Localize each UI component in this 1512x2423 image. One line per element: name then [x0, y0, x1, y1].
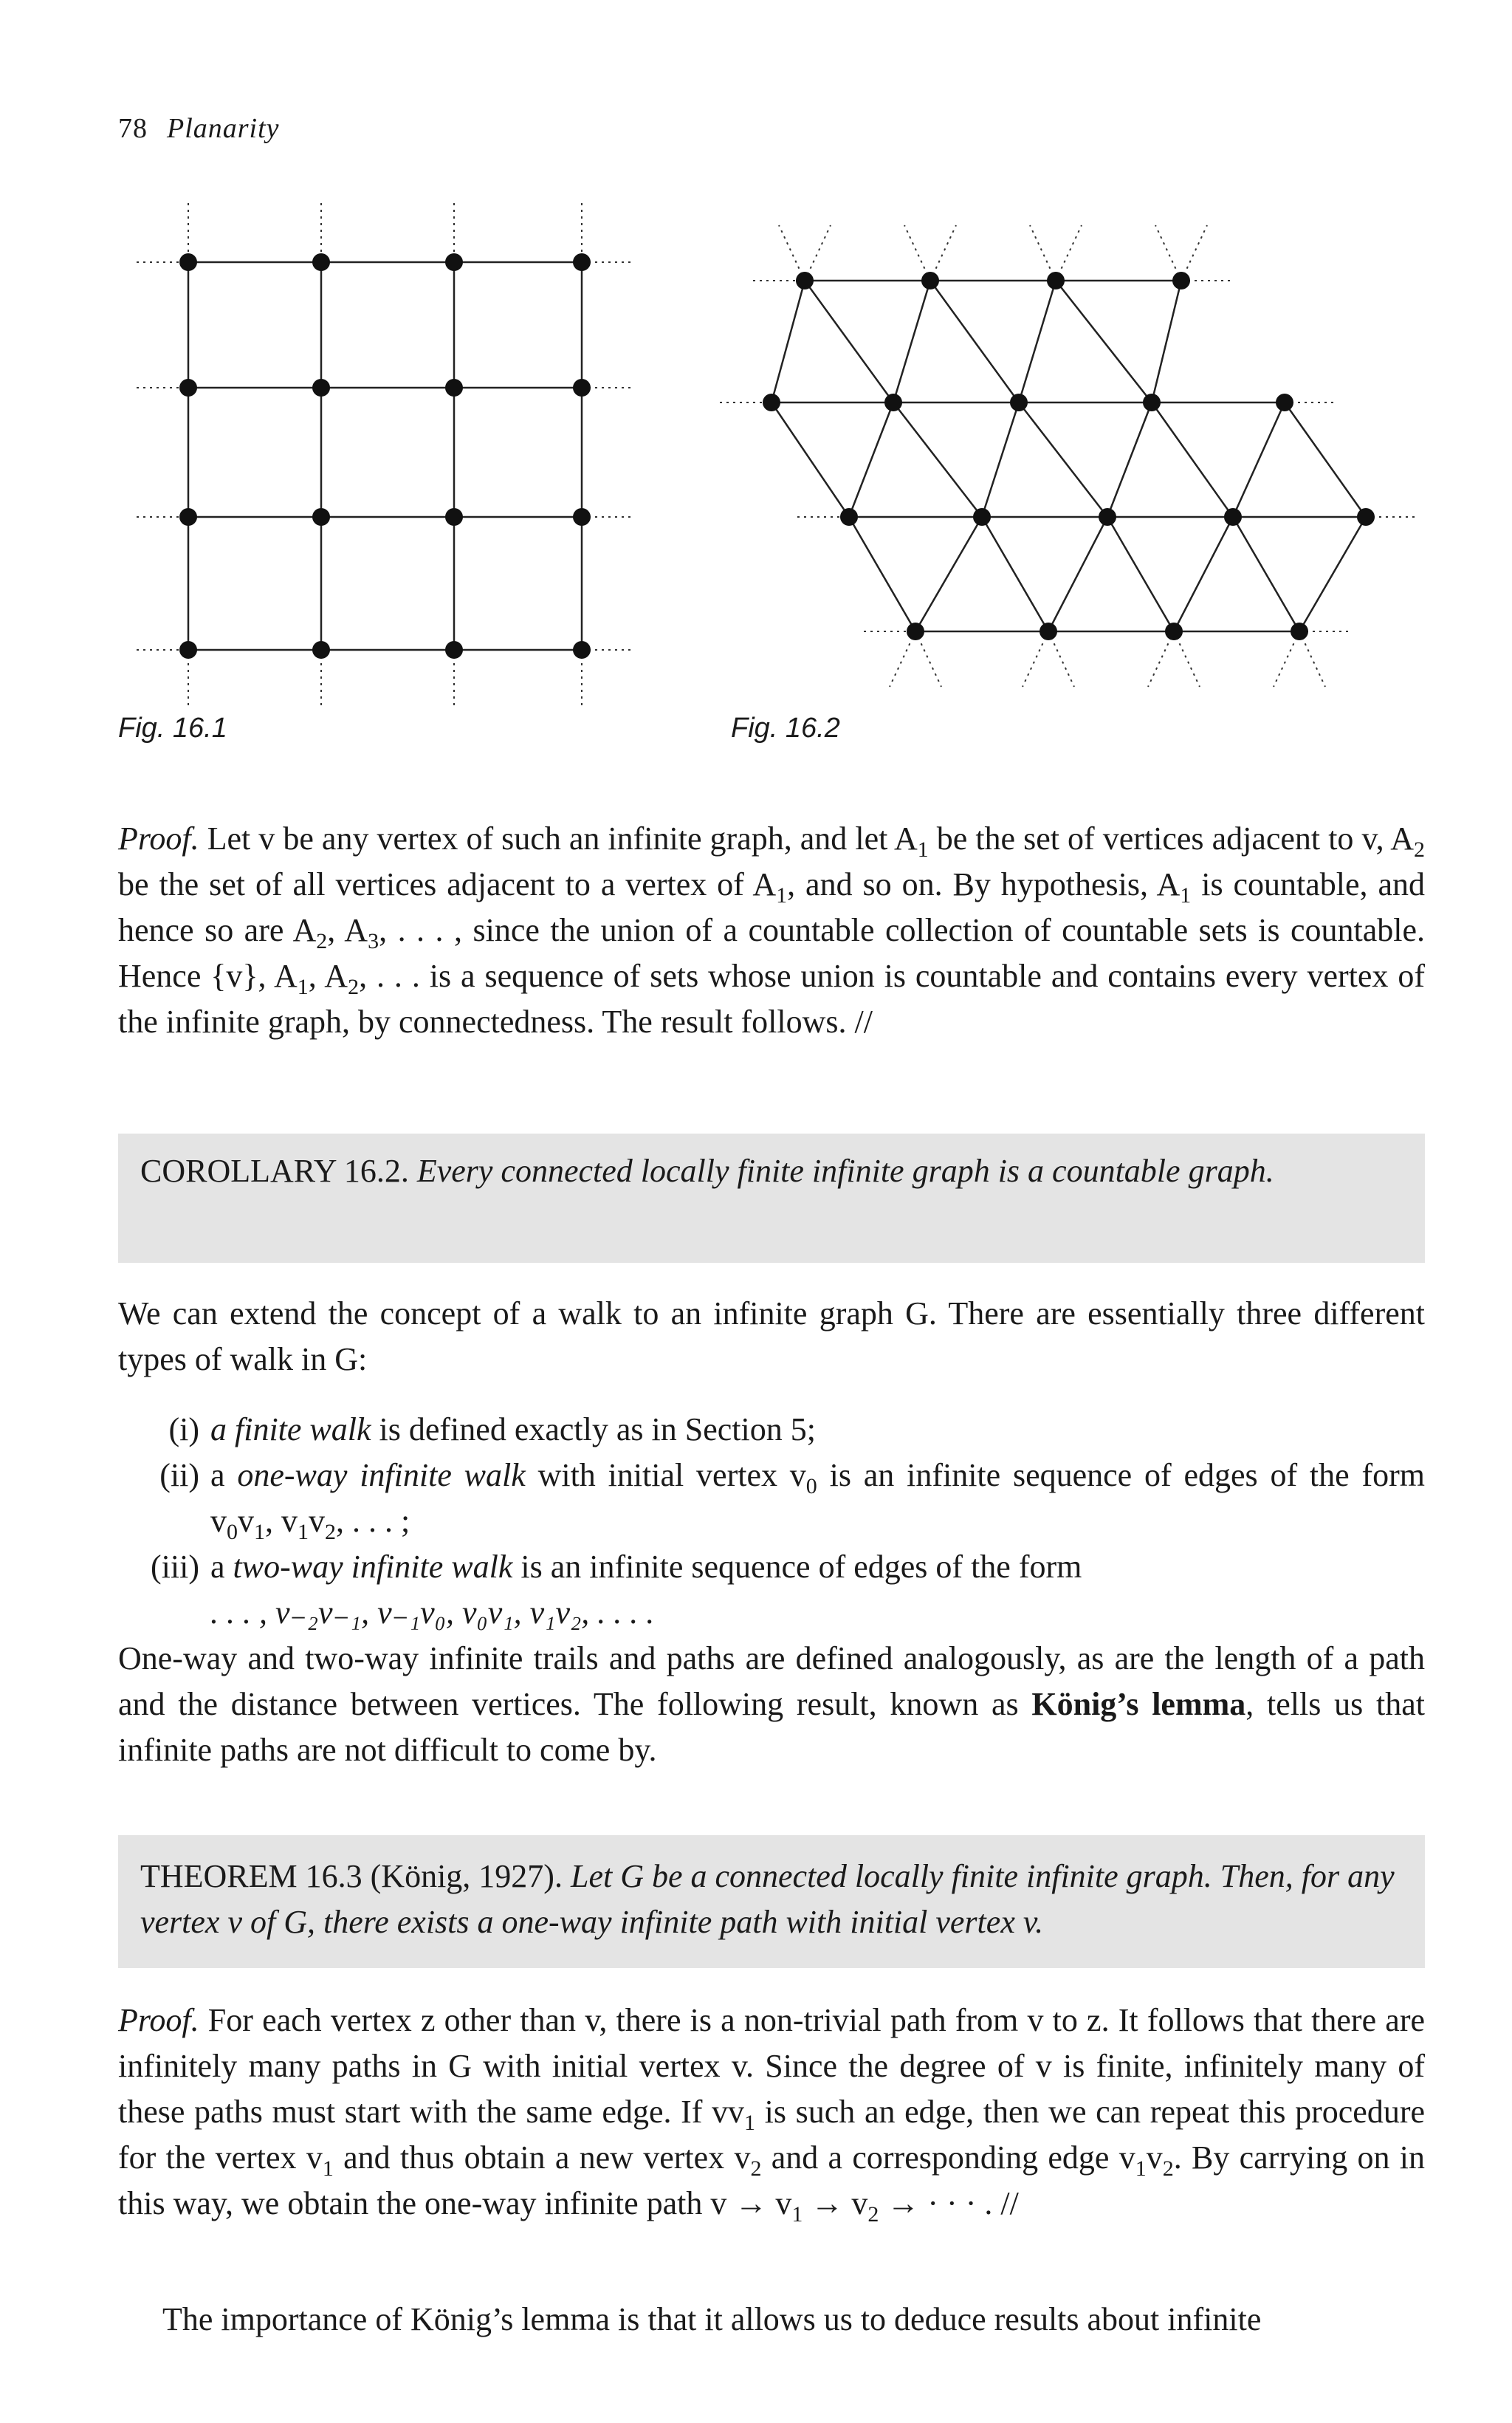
- lattice-continuation: [805, 225, 831, 281]
- lattice-continuation: [1048, 631, 1074, 687]
- lattice-continuation: [1274, 631, 1299, 687]
- figure-16-2-caption: Fig. 16.2: [731, 713, 840, 744]
- lattice-edge: [1152, 402, 1233, 517]
- theorem-text: Let G be a connected locally finite infinite graph. Then, for any vertex v of G, there exists a one-way infinite path with initial vertex v.: [140, 1858, 1395, 1940]
- proof-paragraph-2: Proof. For each vertex z other than v, there is a non-trivial path from v to z. It follows that there are infinitely many paths in G with initial vertex v. Since the degree of v is finite, infinitely many of these paths must start with the same edge. If $vv_1$ is such an edge, then we can repeat this procedure for the vertex $v_1$ and thus obtain a new vertex $v_2$ and a corresponding edge $v_1v_2$. By carrying on in this way, we obtain the one-way infinite path $v \to v_1 \to v_2$ → · · · . //: [118, 2002, 1425, 2227]
- lattice-edge: [1285, 402, 1366, 517]
- lattice-vertex: [573, 379, 591, 397]
- lattice-vertex: [445, 379, 463, 397]
- lattice-vertex: [179, 253, 197, 271]
- lattice-vertex: [1010, 394, 1028, 411]
- lattice-continuation: [1056, 225, 1082, 281]
- lattice-vertex: [921, 272, 939, 289]
- lattice-vertex: [1291, 623, 1308, 640]
- lattice-vertex: [1047, 272, 1065, 289]
- corollary-16-2-box: [118, 1134, 1425, 1263]
- figure-16-1-caption: Fig. 16.1: [118, 713, 227, 744]
- lattice-vertex: [1165, 623, 1183, 640]
- page-number: 78: [118, 113, 148, 144]
- lattice-vertex: [573, 508, 591, 526]
- lattice-vertex: [1172, 272, 1190, 289]
- lattice-vertex: [1143, 394, 1161, 411]
- lattice-continuation: [915, 631, 941, 687]
- lattice-vertex: [573, 641, 591, 659]
- lattice-continuation: [1299, 631, 1325, 687]
- lattice-vertex: [179, 508, 197, 526]
- lattice-edge: [982, 402, 1019, 517]
- running-title: Planarity: [167, 113, 280, 144]
- lattice-edge: [772, 281, 805, 402]
- lattice-continuation: [779, 225, 805, 281]
- lattice-edge: [982, 517, 1048, 631]
- corollary-label: COROLLARY 16.2.: [140, 1153, 409, 1189]
- lattice-vertex: [312, 379, 330, 397]
- lattice-edge: [1019, 402, 1107, 517]
- running-head: [118, 112, 280, 145]
- lattice-continuation: [1155, 225, 1181, 281]
- lattice-vertex: [179, 641, 197, 659]
- lattice-edge: [1107, 517, 1174, 631]
- lattice-edge: [915, 517, 982, 631]
- lattice-edge: [1048, 517, 1107, 631]
- list-item: (i) a finite walk is defined exactly as in Section 5;: [168, 1411, 816, 1447]
- lattice-continuation: [1030, 225, 1056, 281]
- proof-paragraph-1: Proof. Let v be any vertex of such an infinite graph, and let $A_1$ be the set of vertices adjacent to v, $A_2$ be the set of all vertices adjacent to a vertex of $A_1$, and so on. By hypothesis, $A_1$ is countable, and hence so are $A_2$, $A_3$, . . . , since the union of a countable collection of countable sets is countable. Hence {v}, $A_1$, $A_2$, . . . is a sequence of sets whose union is countable and contains every vertex of the infinite graph, by connectedness. The result follows. //: [118, 820, 1426, 1040]
- lattice-vertex: [445, 253, 463, 271]
- lattice-vertex: [763, 394, 780, 411]
- lattice-vertex: [884, 394, 902, 411]
- lattice-vertex: [573, 253, 591, 271]
- lattice-edge: [1299, 517, 1366, 631]
- lattice-vertex: [1357, 508, 1375, 526]
- lattice-edge: [772, 402, 849, 517]
- lattice-edge: [849, 517, 915, 631]
- lattice-vertex: [312, 641, 330, 659]
- lattice-edge: [1107, 402, 1152, 517]
- lattice-vertex: [1040, 623, 1057, 640]
- lattice-edge: [1174, 517, 1233, 631]
- lattice-vertex: [312, 253, 330, 271]
- list-item: (ii) a one-way infinite walk with initial vertex $v_0$ is an infinite sequence of edges of the form $v_0v_1$, $v_1v_2$, . . . ;: [159, 1457, 1426, 1544]
- lattice-continuation: [1148, 631, 1174, 687]
- figure-16-2-triangular-lattice: [709, 222, 1418, 694]
- theorem-label: THEOREM 16.3 (König, 1927).: [140, 1858, 563, 1894]
- lattice-continuation: [890, 631, 915, 687]
- lattice-vertex: [312, 508, 330, 526]
- lattice-vertex: [840, 508, 858, 526]
- lattice-continuation: [904, 225, 930, 281]
- lattice-edge: [930, 281, 1019, 402]
- lattice-edge: [893, 281, 930, 402]
- lattice-vertex: [1224, 508, 1242, 526]
- lattice-vertex: [179, 379, 197, 397]
- lattice-continuation: [1181, 225, 1207, 281]
- lattice-vertex: [445, 641, 463, 659]
- lattice-continuation: [1174, 631, 1200, 687]
- corollary-text: Every connected locally finite infinite graph is a countable graph.: [408, 1153, 1274, 1189]
- lattice-continuation: [1023, 631, 1048, 687]
- lattice-edge: [1233, 517, 1299, 631]
- theorem-16-3-box: [118, 1835, 1425, 1968]
- walk-intro-paragraph: We can extend the concept of a walk to an infinite graph G. There are essentially three different types of walk in G:: [118, 1295, 1425, 1377]
- list-item: (iii) a two-way infinite walk is an infinite sequence of edges of the form . . . , v₋₂v₋₁, v₋₁v₀, v₀v₁, v₁v₂, . . . .: [151, 1549, 1082, 1631]
- lattice-edge: [1152, 281, 1181, 402]
- konig-intro-paragraph: One-way and two-way infinite trails and paths are defined analogously, as are the length of a path and the distance between vertices. The following result, known as König’s lemma, tells us that infinite paths are not difficult to come by.: [118, 1640, 1425, 1768]
- lattice-vertex: [1099, 508, 1116, 526]
- lattice-edge: [893, 402, 982, 517]
- lattice-edge: [1233, 402, 1285, 517]
- lattice-edge: [1019, 281, 1056, 402]
- lattice-vertex: [973, 508, 991, 526]
- figure-16-1-square-lattice: [133, 199, 635, 709]
- lattice-vertex: [796, 272, 814, 289]
- lattice-edge: [805, 281, 893, 402]
- walk-types-list: [118, 1407, 1425, 1636]
- lattice-continuation: [930, 225, 956, 281]
- lattice-edge: [849, 402, 893, 517]
- lattice-edge: [1056, 281, 1152, 402]
- lattice-vertex: [445, 508, 463, 526]
- final-paragraph: The importance of König’s lemma is that it allows us to deduce results about infinite: [162, 2301, 1262, 2337]
- lattice-vertex: [907, 623, 924, 640]
- lattice-vertex: [1276, 394, 1293, 411]
